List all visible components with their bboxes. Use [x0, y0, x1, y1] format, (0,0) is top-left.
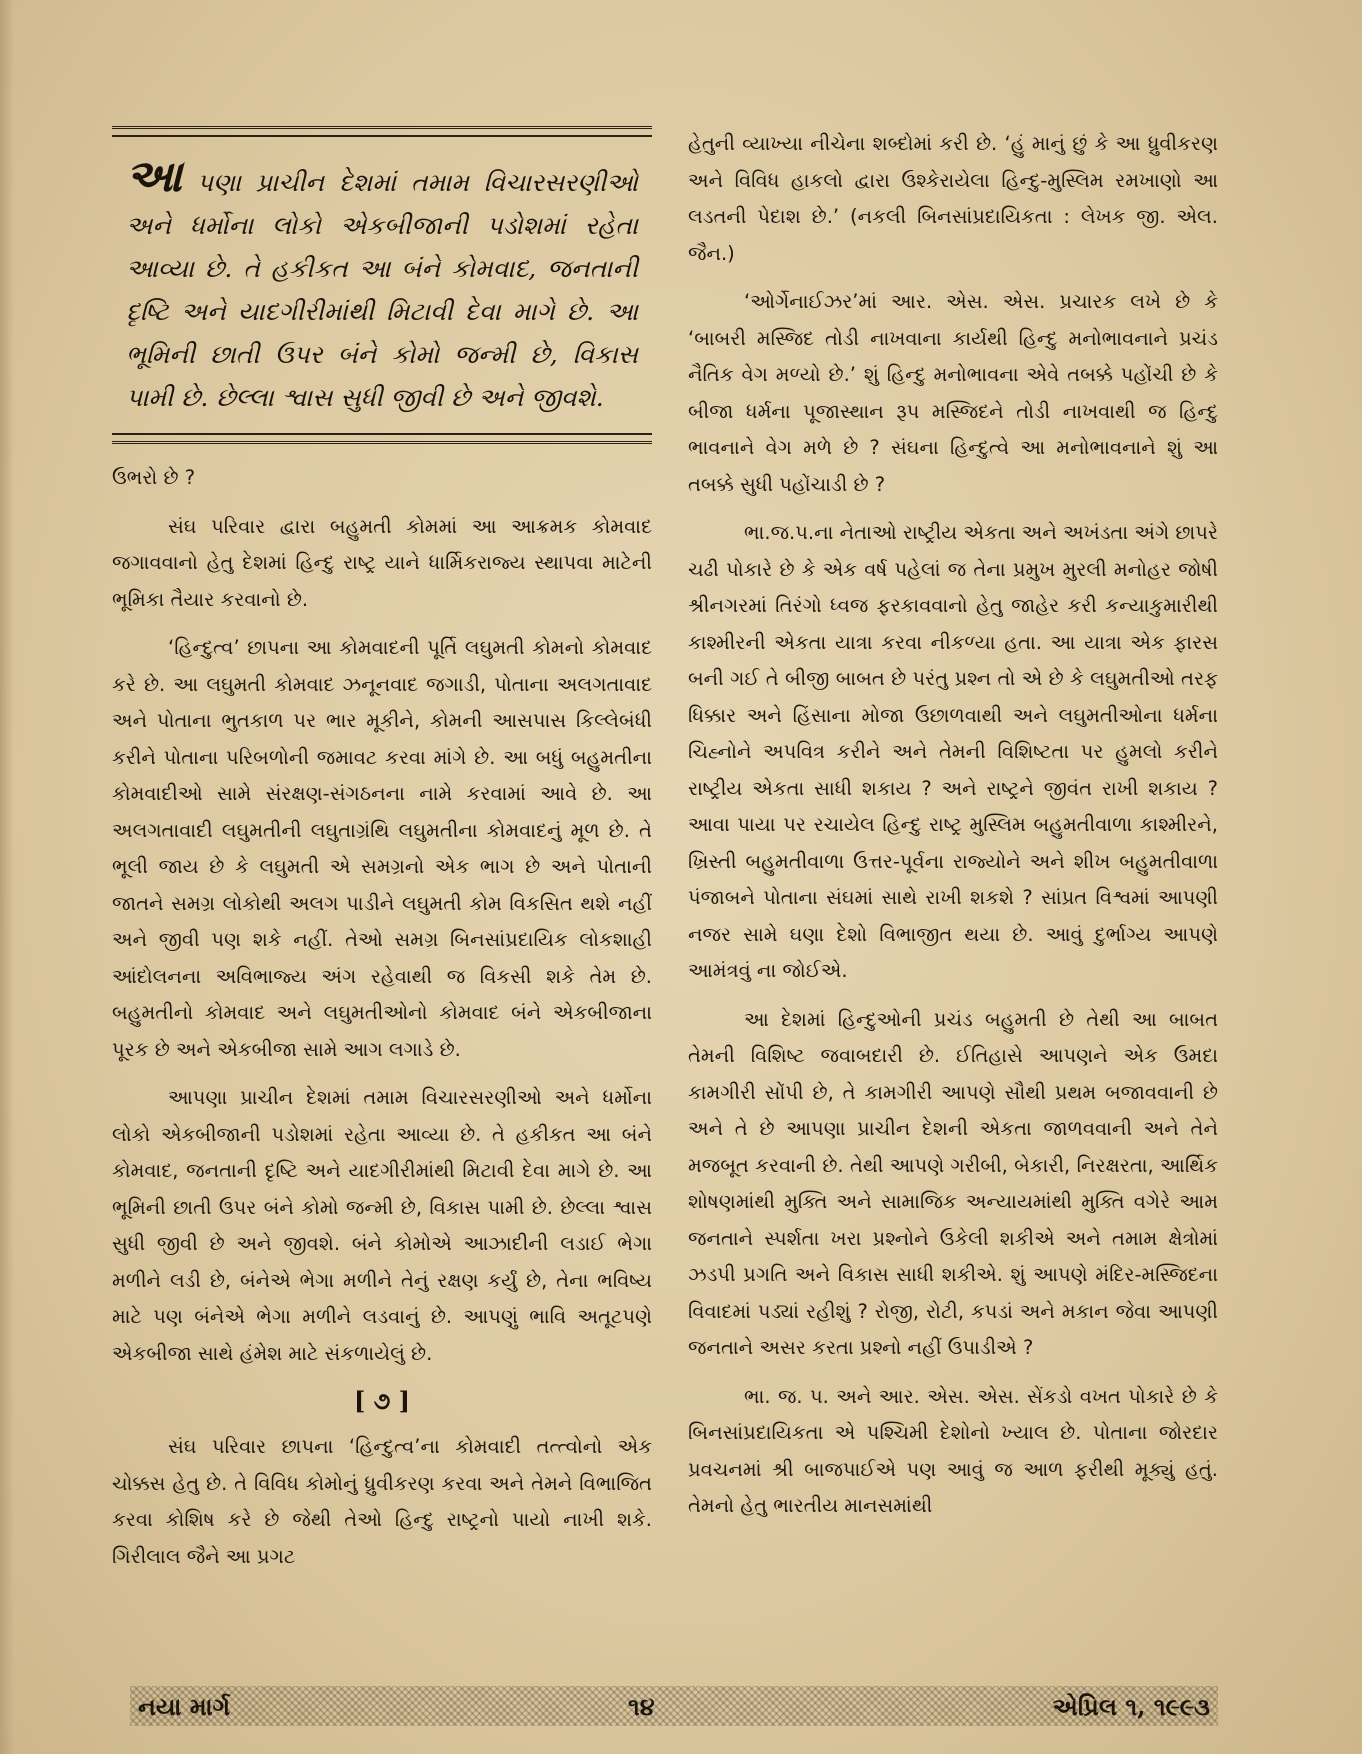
- left-column: [112, 126, 652, 1587]
- left-paragraph-1: સંઘ પરિવાર દ્વારા બહુમતી કોમમાં આ આક્રમક કોમવાદ જગાવવાનો હેતુ દેશમાં હિન્દુ રાષ્ટ્ર યાને ધાર્મિકરાજ્ય સ્થાપવા માટેની ભૂમિકા તૈયાર કરવાનો છે.: [112, 514, 652, 611]
- page-binding-edge: [0, 0, 14, 1754]
- left-paragraph-3: આપણા પ્રાચીન દેશમાં તમામ વિચારસરણીઓ અને ધર્મોના લોકો એકબીજાની પડોશમાં રહેતા આવ્યા છે. તે હકીકત આ બંને કોમવાદ, જનતાની દૃષ્ટિ અને યાદગીરીમાંથી મિટાવી દેવા માગે છે. આ ભૂમિની છાતી ઉપર બંને કોમો જન્મી છે, વિકાસ પામી છે. છેલ્લા શ્વાસ સુધી જીવી છે અને જીવશે. બંને કોમોએ આઝાદીની લડાઈ ભેગા મળીને લડી છે, બંનેએ ભેગા મળીને તેનું રક્ષણ કર્યું છે, તેના ભવિષ્ય માટે પણ બંનેએ ભેગા મળીને લડવાનું છે. આપણું ભાવિ અતૂટપણે એકબીજા સાથે હંમેશ માટે સંકળાયેલું છે.: [112, 1086, 652, 1365]
- pull-quote-lead: આ: [126, 151, 182, 202]
- left-paragraph-2: ‘હિન્દુત્વ’ છાપના આ કોમવાદની પૂર્તિ લઘુમતી કોમનો કોમવાદ કરે છે. આ લઘુમતી કોમવાદ ઝનૂનવાદ જગાડી, પોતાના અલગતાવાદ અને પોતાના ભુતકાળ પર ભાર મૂકીને, કોમની આસપાસ કિલ્લેબંધી કરીને પોતાના પરિબળોની જમાવટ કરવા માંગે છે. આ બધું બહુમતીના કોમવાદીઓ સામે સંરક્ષણ-સંગઠનના નામે કરવામાં આવે છે. આ અલગતાવાદી લઘુમતીની લઘુતાગ્રંથિ લઘુમતીના કોમવાદનું મૂળ છે. તે ભૂલી જાય છે કે લઘુમતી એ સમગ્રનો એક ભાગ છે અને પોતાની જાતને સમગ્ર લોકોથી અલગ પાડીને લઘુમતી કોમ વિકસિત થશે નહીં અને જીવી પણ શકે નહીં. તેઓ સમગ્ર બિનસાંપ્રદાયિક લોકશાહી આંદોલનના અવિભાજ્ય અંગ રહેવાથી જ વિકસી શકે તેમ છે. બહુમતીનો કોમવાદ અને લઘુમતીઓનો કોમવાદ બંને એકબીજાના પૂરક છે અને એકબીજા સામે આગ લગાડે છે.: [112, 636, 652, 1061]
- footer-publication: નયા માર્ગ: [138, 1691, 231, 1721]
- footer-page-number: ૧૪: [628, 1691, 655, 1721]
- pull-quote-text: [126, 151, 638, 419]
- right-paragraph-3: આ દેશમાં હિન્દુઓની પ્રચંડ બહુમતી છે તેથી આ બાબત તેમની વિશિષ્ટ જવાબદારી છે. ઈતિહાસે આપણને એક ઉમદા કામગીરી સોંપી છે, તે કામગીરી આપણે સૌથી પ્રથમ બજાવવાની છે અને તે છે આપણા પ્રાચીન દેશની એકતા જાળવવાની અને તેને મજબૂત કરવાની છે. તેથી આપણે ગરીબી, બેકારી, નિરક્ષરતા, આર્થિક શોષણમાંથી મુક્તિ અને સામાજિક અન્યાયમાંથી મુક્તિ વગેરે આમ જનતાને સ્પર્શતા ખરા પ્રશ્નોને ઉકેલી શકીએ અને તમામ ક્ષેત્રોમાં ઝડપી પ્રગતિ અને વિકાસ સાધી શકીએ. શું આપણે મંદિર-મસ્જિદના વિવાદમાં પડ્યાં રહીશું ? રોજી, રોટી, કપડાં અને મકાન જેવા આપણી જનતાને અસર કરતા પ્રશ્નો નહીં ઉપાડીએ ?: [688, 1007, 1218, 1359]
- right-column: [688, 126, 1218, 1537]
- right-paragraph-0: હેતુની વ્યાખ્યા નીચેના શબ્દોમાં કરી છે. ‘હું માનું છું કે આ ધ્રુવીકરણ અને વિવિધ હાકલો દ્વારા ઉશ્કેરાયેલા હિન્દુ-મુસ્લિમ રમખાણો આ લડતની પેદાશ છે.’ (નકલી બિનસાંપ્રદાયિકતા : લેખક જી. એલ. જૈન.): [688, 132, 1218, 265]
- page-footer: [130, 1686, 1218, 1726]
- section-number: [ ૭ ]: [353, 1386, 411, 1415]
- pull-quote-body: પણા પ્રાચીન દેશમાં તમામ વિચારસરણીઓ અને ધર્મોના લોકો એકબીજાની પડોશમાં રહેતા આવ્યા છે. તે હકીકત આ બંને કોમવાદ, જનતાની દૃષ્ટિ અને યાદગીરીમાંથી મિટાવી દેવા માગે છે. આ ભૂમિની છાતી ઉપર બંને કોમો જન્મી છે, વિકાસ પામી છે. છેલ્લા શ્વાસ સુધી જીવી છે અને જીવશે.: [126, 168, 638, 412]
- pull-quote-box: [112, 126, 652, 444]
- left-paragraph-4: સંઘ પરિવાર છાપના ‘હિન્દુત્વ’ના કોમવાદી તત્ત્વોનો એક ચોક્કસ હેતુ છે. તે વિવિધ કોમોનું ધ્રુવીકરણ કરવા અને તેમને વિભાજિત કરવા કોશિષ કરે છે જેથી તેઓ હિન્દુ રાષ્ટ્રનો પાયો નાખી શકે. ગિરીલાલ જૈને આ પ્રગટ: [112, 1435, 652, 1568]
- footer-date: એપ્રિલ ૧, ૧૯૯૩: [1052, 1691, 1210, 1721]
- right-paragraph-1: ‘ઓર્ગેનાઈઝર’માં આર. એસ. એસ. પ્રચારક લખે છે કે ‘બાબરી મસ્જિદ તોડી નાખવાના કાર્યથી હિન્દુ મનોભાવનાને પ્રચંડ નૈતિક વેગ મળ્યો છે.’ શું હિન્દુ મનોભાવના એવે તબક્કે પહોંચી છે કે બીજા ધર્મના પૂજાસ્થાન રૂપ મસ્જિદને તોડી નાખવાથી જ હિન્દુ ભાવનાને વેગ મળે છે ? સંઘના હિન્દુત્વે આ મનોભાવનાને શું આ તબક્કે સુધી પહોંચાડી છે ?: [688, 290, 1218, 496]
- right-paragraph-4: ભા. જ. પ. અને આર. એસ. એસ. સેંકડો વખત પોકારે છે કે બિનસાંપ્રદાયિકતા એ પશ્ચિમી દેશોનો ખ્યાલ છે. પોતાના જોરદાર પ્રવચનમાં શ્રી બાજપાઈએ પણ આવું જ આળ ફરીથી મૂક્યું હતું. તેમનો હેતુ ભારતીય માનસમાંથી: [688, 1384, 1218, 1517]
- left-paragraph-0: ઉભરો છે ?: [112, 466, 196, 489]
- right-paragraph-2: ભા.જ.પ.ના નેતાઓ રાષ્ટ્રીય એકતા અને અખંડતા અંગે છાપરે ચઢી પોકારે છે કે એક વર્ષ પહેલાં જ તેના પ્રમુખ મુરલી મનોહર જોષી શ્રીનગરમાં તિરંગો ધ્વજ ફરકાવવાનો હેતુ જાહેર કરી કન્યાકુમારીથી કાશ્મીરની એકતા યાત્રા કરવા નીકળ્યા હતા. આ યાત્રા એક ફારસ બની ગઈ તે બીજી બાબત છે પરંતુ પ્રશ્ન તો એ છે કે લઘુમતીઓ તરફ ધિક્કાર અને હિંસાના મોજા ઉછાળવાથી અને લઘુમતીઓના ધર્મના ચિહ્નોને અપવિત્ર કરીને અને તેમની વિશિષ્ટતા પર હુમલો કરીને રાષ્ટ્રીય એકતા સાધી શકાય ? અને રાષ્ટ્રને જીવંત રાખી શકાય ? આવા પાયા પર રચાયેલ હિન્દુ રાષ્ટ્ર મુસ્લિમ બહુમતીવાળા કાશ્મીરને, ખ્રિસ્તી બહુમતીવાળા ઉત્તર-પૂર્વના રાજ્યોને અને શીખ બહુમતીવાળા પંજાબને પોતાના સંઘમાં સાથે રાખી શકશે ? સાંપ્રત વિશ્વમાં આપણી નજર સામે ઘણા દેશો વિભાજીત થયા છે. આવું દુર્ભાગ્ય આપણે આમંત્રવું ના જોઈએ.: [688, 521, 1218, 982]
